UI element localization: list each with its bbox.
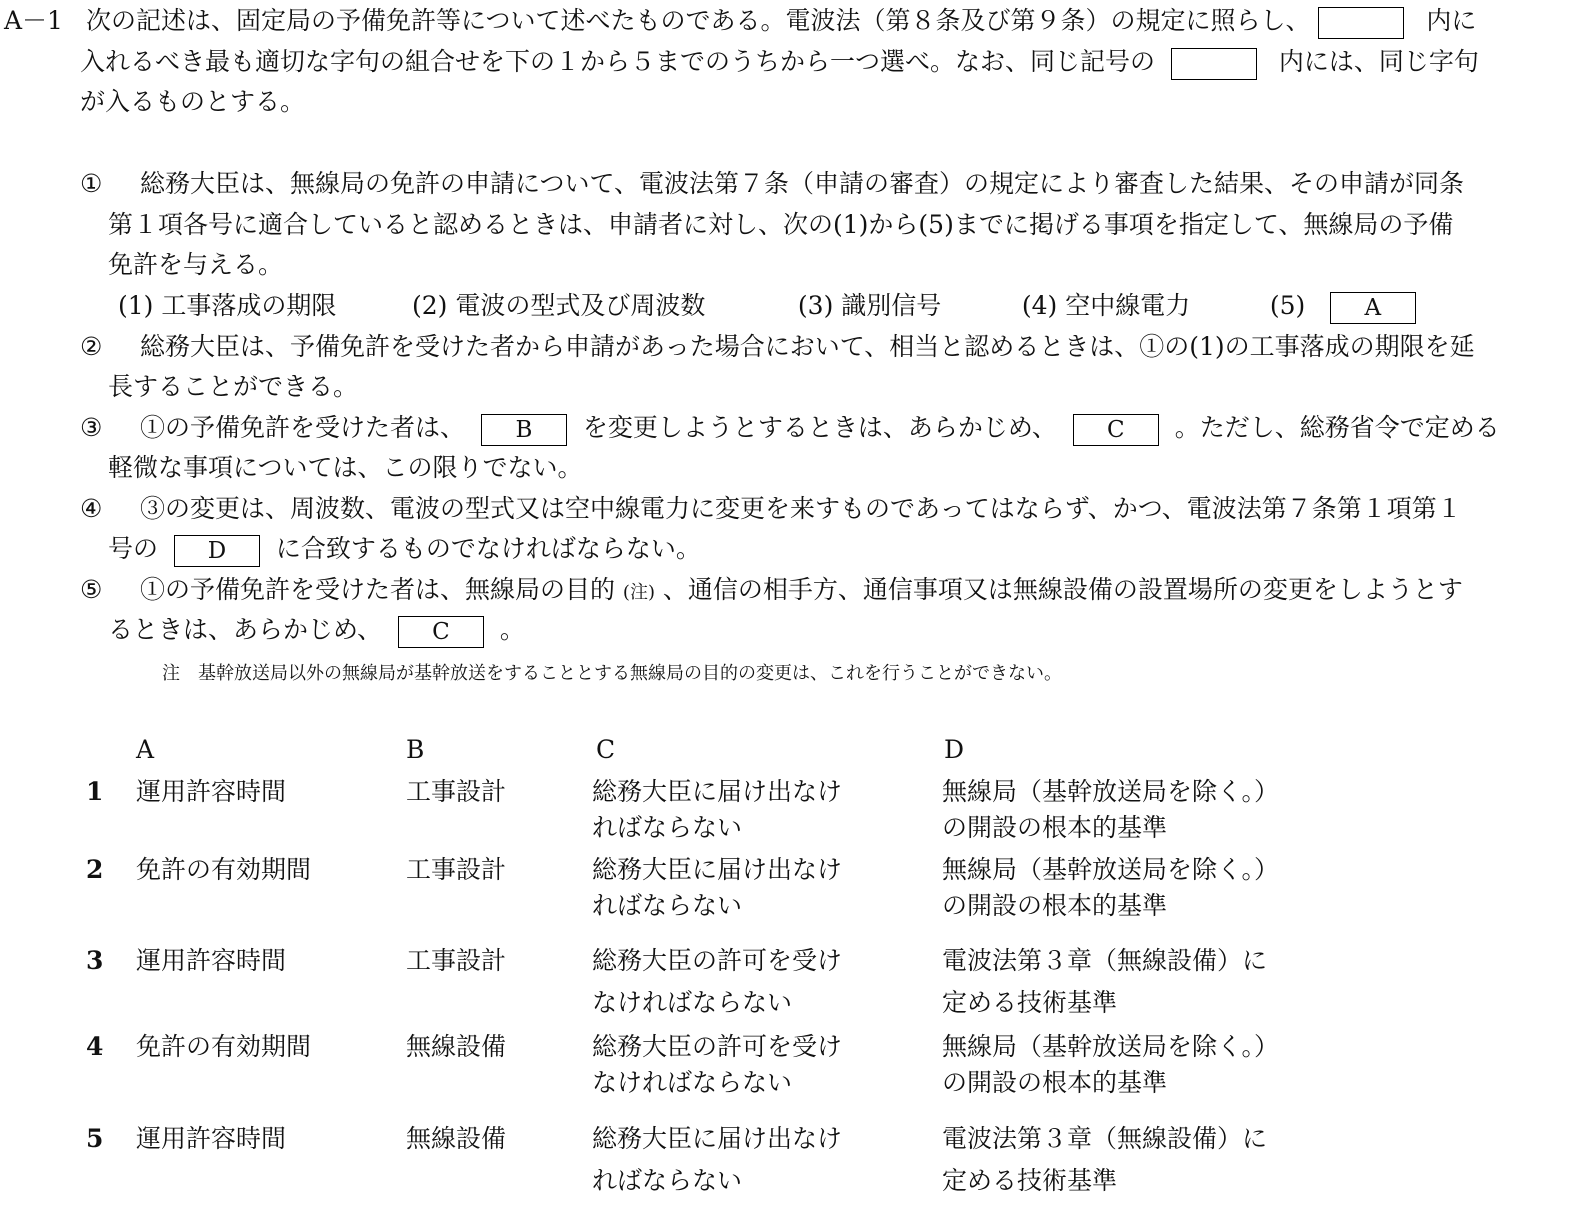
intro-text-2a: 入れるべき最も適切な字句の組合せを下の１から５までのうちから一つ選べ。なお、同じ記号の — [80, 47, 1156, 76]
choice-4-d-line1: 無線局（基幹放送局を除く。） — [942, 1032, 1280, 1061]
list-item-4: (4) 空中線電力 — [1021, 291, 1191, 320]
choice-3-c-line1: 総務大臣の許可を受け — [592, 946, 843, 975]
choice-4-number: 4 — [86, 1032, 104, 1061]
footnote — [162, 658, 1062, 690]
item-4-mark: ④ — [80, 494, 103, 523]
item-1-mark: ① — [80, 169, 103, 198]
choice-2-c-line1: 総務大臣に届け出なけ — [592, 855, 843, 884]
item-3-text-1a: ①の予備免許を受けた者は、 — [139, 413, 465, 442]
item-5-text-2a: るときは、あらかじめ、 — [108, 615, 383, 644]
item-2-text-1: 総務大臣は、予備免許を受けた者から申請があった場合において、相当と認めるときは、①の(1)の工事落成の期限を延 — [139, 332, 1475, 361]
list-item-1: (1) 工事落成の期限 — [118, 291, 337, 320]
item-1-line-1 — [80, 168, 1464, 200]
item-5-line-2 — [108, 614, 525, 648]
choice-1-a: 運用許容時間 — [136, 777, 287, 806]
item-3-mark: ③ — [80, 413, 103, 442]
intro-text-2b: 内には、同じ字句 — [1278, 47, 1479, 76]
choice-2-d-line1: 無線局（基幹放送局を除く。） — [942, 855, 1280, 884]
item-1-line-2 — [108, 209, 1453, 241]
choice-1-b: 工事設計 — [406, 777, 507, 806]
blank-b-box: B — [481, 414, 567, 446]
item-5-line-1 — [80, 574, 1463, 609]
choice-1-d-line1: 無線局（基幹放送局を除く。） — [942, 777, 1280, 806]
choice-5-c-line2: ればならない — [592, 1166, 743, 1195]
choice-2-d-line2: の開設の根本的基準 — [942, 891, 1168, 920]
choice-4-c-line1: 総務大臣の許可を受け — [592, 1032, 843, 1061]
blank-c-box: C — [1073, 414, 1159, 446]
item-1-list — [118, 290, 1416, 324]
question-line-1 — [4, 5, 1476, 39]
choice-header-a: A — [136, 735, 155, 764]
footnote-text: 注 基幹放送局以外の無線局が基幹放送をすることとする無線局の目的の変更は、これを行うことができない。 — [162, 663, 1062, 684]
question-line-2 — [80, 46, 1479, 80]
choice-4-c-line2: なければならない — [592, 1068, 793, 1097]
item-2-mark: ② — [80, 332, 103, 361]
choice-5-d-line2: 定める技術基準 — [942, 1166, 1118, 1195]
choice-5-b: 無線設備 — [406, 1124, 507, 1153]
choice-3-d-line2: 定める技術基準 — [942, 988, 1118, 1017]
item-1-text-2: 第１項各号に適合していると認めるときは、申請者に対し、次の(1)から(5)までに掲げる事項を指定して、無線局の予備 — [108, 210, 1454, 239]
item-1-text-1: 総務大臣は、無線局の免許の申請について、電波法第７条（申請の審査）の規定により審査した結果、その申請が同条 — [139, 169, 1464, 198]
choice-3-a: 運用許容時間 — [136, 946, 287, 975]
item-5-text-1a: ①の予備免許を受けた者は、無線局の目的 — [139, 575, 615, 604]
choice-4-a: 免許の有効期間 — [136, 1032, 312, 1061]
choice-header-c: C — [596, 735, 616, 764]
choice-header-b: B — [406, 735, 425, 764]
blank-box-empty — [1171, 48, 1257, 80]
item-3-text-2: 軽微な事項については、この限りでない。 — [108, 453, 583, 482]
choice-header-d: D — [944, 735, 965, 764]
item-4-line-2 — [108, 533, 701, 567]
blank-c-box: C — [398, 616, 484, 648]
choice-3-d-line1: 電波法第３章（無線設備）に — [942, 946, 1268, 975]
choice-1-number: 1 — [86, 777, 104, 806]
item-3-line-1 — [80, 412, 1500, 446]
item-3-text-1c: 。ただし、総務省令で定める — [1174, 413, 1500, 442]
choice-1-d-line2: の開設の根本的基準 — [942, 813, 1168, 842]
choice-3-number: 3 — [86, 946, 104, 975]
choice-5-d-line1: 電波法第３章（無線設備）に — [942, 1124, 1268, 1153]
item-5-text-1b: 、通信の相手方、通信事項又は無線設備の設置場所の変更をしようとす — [662, 575, 1463, 604]
item-1-text-3: 免許を与える。 — [108, 250, 284, 279]
choice-5-c-line1: 総務大臣に届け出なけ — [592, 1124, 843, 1153]
choice-5-a: 運用許容時間 — [136, 1124, 287, 1153]
item-4-text-1: ③の変更は、周波数、電波の型式又は空中線電力に変更を来すものであってはならず、かつ、電波法第７条第１項第１ — [139, 494, 1462, 523]
question-number: A－1 — [4, 6, 63, 35]
blank-a-box: A — [1330, 292, 1416, 324]
choice-4-b: 無線設備 — [406, 1032, 507, 1061]
item-1-line-3 — [108, 249, 283, 281]
item-5-mark: ⑤ — [80, 575, 103, 604]
item-2-text-2: 長することができる。 — [108, 372, 359, 401]
item-4-line-1 — [80, 493, 1462, 525]
question-line-3 — [80, 86, 305, 118]
item-4-text-2a: 号の — [108, 534, 159, 563]
item-5-note-ref: (注) — [622, 582, 655, 603]
item-3-text-1b: を変更しようとするときは、あらかじめ、 — [582, 413, 1057, 442]
intro-text-1b: 内に — [1426, 6, 1477, 35]
choice-3-b: 工事設計 — [406, 946, 507, 975]
item-2-line-1 — [80, 331, 1475, 363]
intro-text-1a: 次の記述は、固定局の予備免許等について述べたものである。電波法（第８条及び第９条）の規定に照らし、 — [85, 6, 1311, 35]
item-3-line-2 — [108, 452, 583, 484]
choice-5-number: 5 — [86, 1124, 104, 1153]
item-4-text-2b: に合致するものでなければならない。 — [275, 534, 701, 563]
blank-box-empty — [1318, 7, 1404, 39]
list-item-3: (3) 識別信号 — [797, 291, 942, 320]
item-2-line-2 — [108, 371, 358, 403]
blank-d-box: D — [174, 535, 260, 567]
choice-2-a: 免許の有効期間 — [136, 855, 312, 884]
choice-2-number: 2 — [86, 855, 104, 884]
choice-2-b: 工事設計 — [406, 855, 507, 884]
item-5-text-2b: 。 — [499, 615, 525, 644]
choice-1-c-line1: 総務大臣に届け出なけ — [592, 777, 843, 806]
choice-4-d-line2: の開設の根本的基準 — [942, 1068, 1168, 1097]
intro-text-3: が入るものとする。 — [80, 87, 306, 116]
list-item-5: (5) — [1269, 291, 1306, 320]
choice-2-c-line2: ればならない — [592, 891, 743, 920]
list-item-2: (2) 電波の型式及び周波数 — [411, 291, 706, 320]
choice-3-c-line2: なければならない — [592, 988, 793, 1017]
choice-1-c-line2: ればならない — [592, 813, 743, 842]
